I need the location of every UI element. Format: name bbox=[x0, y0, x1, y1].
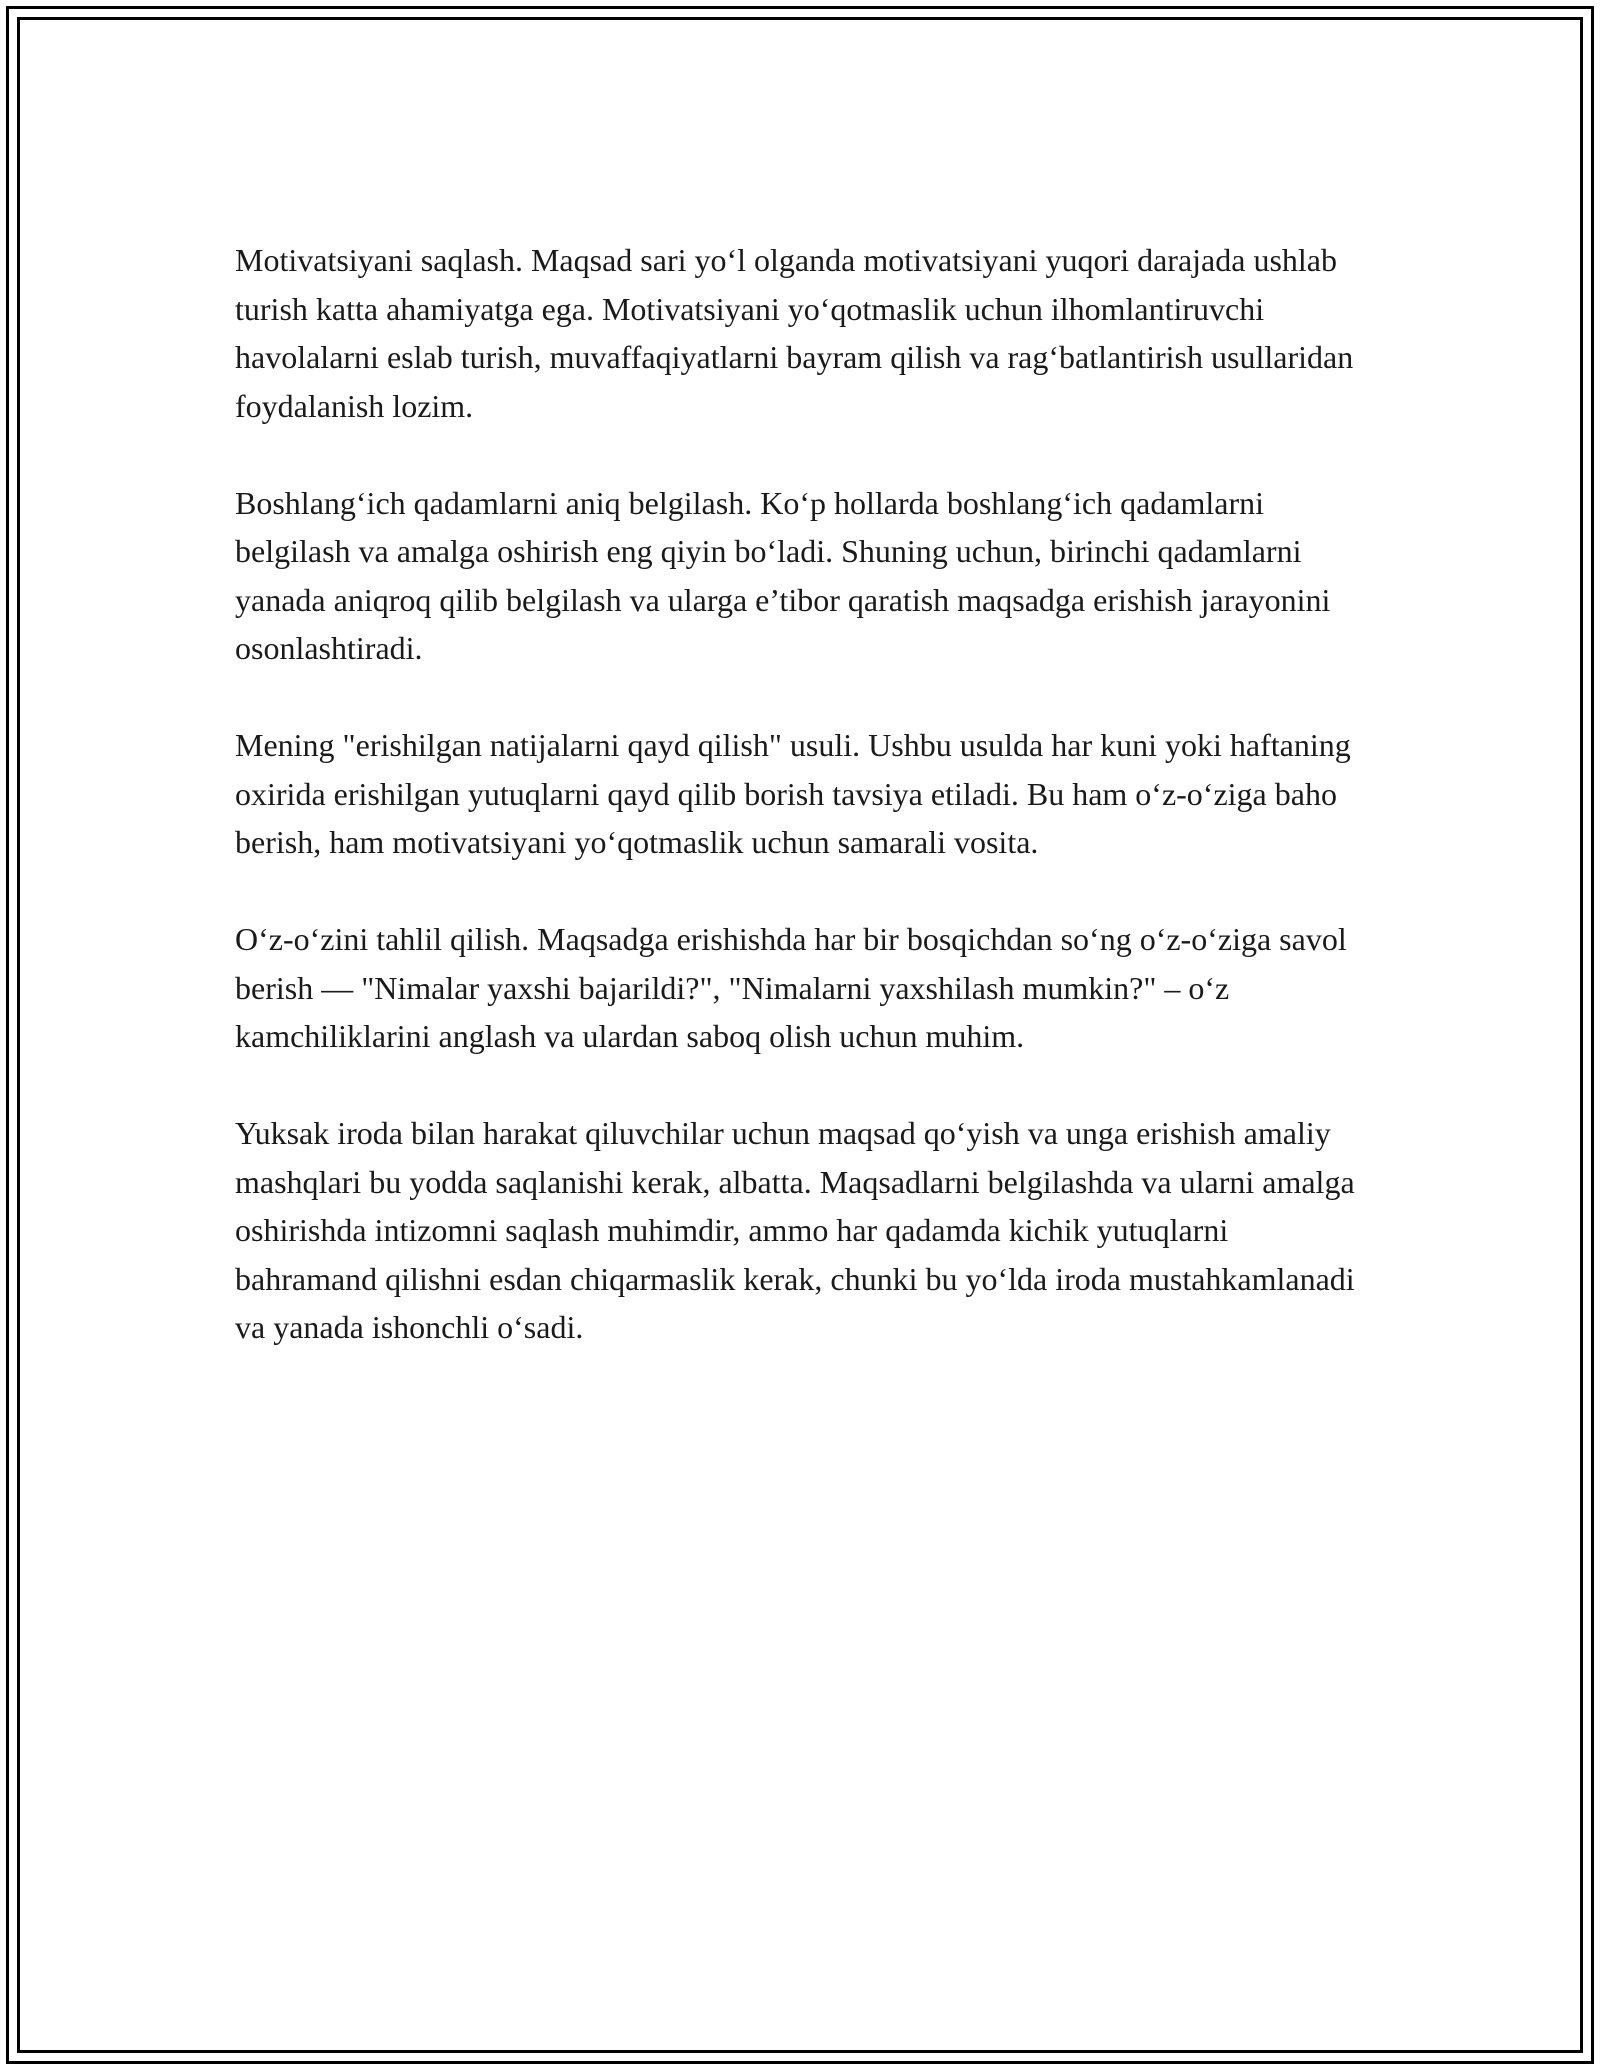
paragraph-first-steps: Boshlang‘ich qadamlarni aniq belgilash. Ko‘p hollarda boshlang‘ich qadamlarni belgilash va amalga oshirish eng qiyin bo‘ladi. Shuning uchun, birinchi qadamlarni yanada aniqroq qilib belgilash va ularga e’tibor qaratish maqsadga erishish jarayonini osonlashtiradi. bbox=[235, 484, 1331, 666]
paragraph-motivation: Motivatsiyani saqlash. Maqsad sari yo‘l olganda motivatsiyani yuqori darajada ushlab turish katta ahamiyatga ega. Motivatsiyani yo‘qotmaslik uchun ilhomlantiruvchi havolalarni eslab turish, muvaffaqiyatlarni bayram qilish va rag‘batlantirish usullaridan foydalanish lozim. bbox=[235, 242, 1354, 424]
paragraph-results-log: Mening "erishilgan natijalarni qayd qilish" usuli. Ushbu usulda har kuni yoki haftaning oxirida erishilgan yutuqlarni qayd qilib borish tavsiya etiladi. Bu ham o‘z-o‘ziga baho berish, ham motivatsiyani yo‘qotmaslik uchun samarali vosita. bbox=[235, 727, 1351, 860]
document-body bbox=[235, 236, 1375, 1400]
paragraph-conclusion: Yuksak iroda bilan harakat qiluvchilar uchun maqsad qo‘yish va unga erishish amaliy mashqlari bu yodda saqlanishi kerak, albatta. Maqsadlarni belgilashda va ularni amalga oshirishda intizomni saqlash muhimdir, ammo har qadamda kichik yutuqlarni bahramand qilishni esdan chiqarmaslik kerak, chunki bu yo‘lda iroda mustahkamlanadi va yanada ishonchli o‘sadi. bbox=[235, 1115, 1355, 1345]
paragraph-self-analysis: O‘z-o‘zini tahlil qilish. Maqsadga erishishda har bir bosqichdan so‘ng o‘z-o‘ziga savol berish — "Nimalar yaxshi bajarildi?", "Nimalarni yaxshilash mumkin?" – o‘z kamchiliklarini anglash va ulardan saboq olish uchun muhim. bbox=[235, 921, 1347, 1054]
